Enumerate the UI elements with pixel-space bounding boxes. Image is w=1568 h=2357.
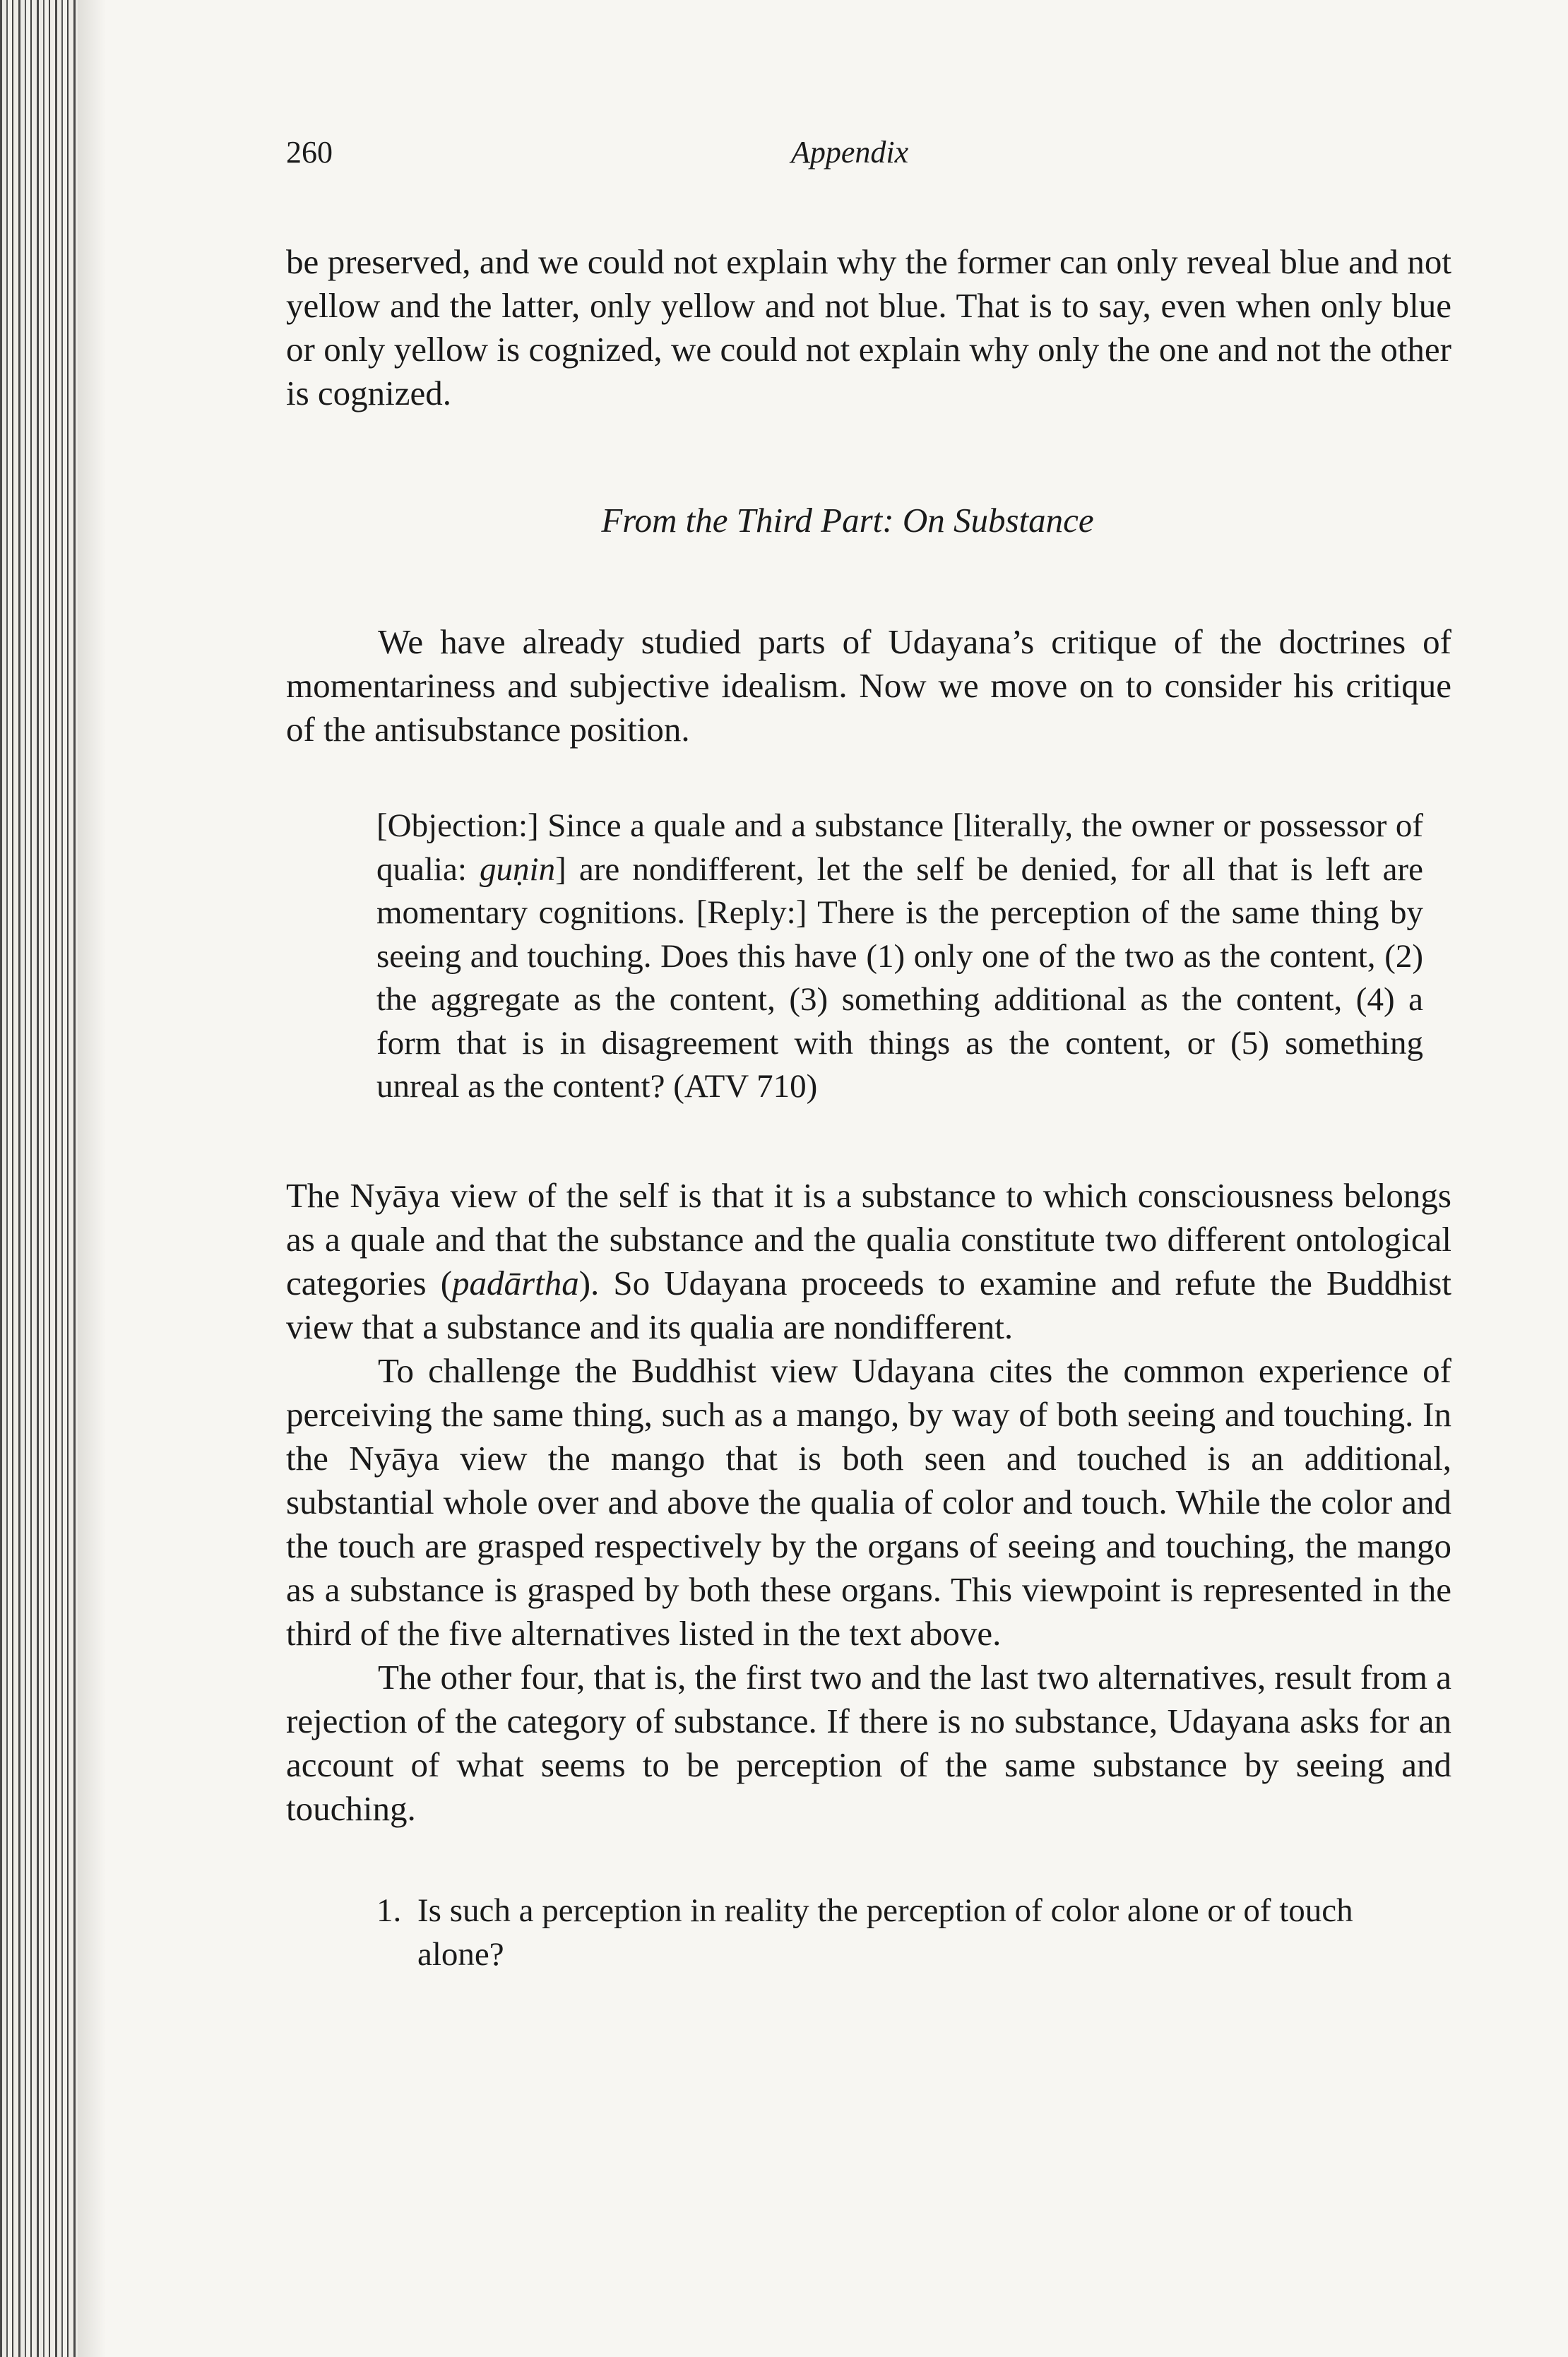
paragraph-challenge: To challenge the Buddhist view Udayana cites the common experience of perceiving the same thing, such as a mango, by way of both seeing and touching. In the Nyāya view the mango that is both seen and touched is an additional, substantial whole over and above the qualia of color and touch. While the color and the touch are grasped respectively by the organs of seeing and touching, the mango as a substance is grasped by both these organs. This viewpoint is represented in the third of the five alternatives listed in the text above. bbox=[286, 1350, 1451, 1653]
book-page bbox=[286, 134, 1451, 1976]
book-binding-edge bbox=[0, 0, 78, 2357]
block-quote bbox=[376, 805, 1423, 1109]
paragraph-other-four: The other four, that is, the first two and the last two alternatives, result from a rejection of the category of substance. If there is no substance, Udayana asks for an account of what seems to be perception of the same substance by seeing and touching. bbox=[286, 1657, 1451, 1828]
paragraph-3-part-2: ). So Udayana proceeds to examine and refute the Buddhist view that a substance and its qualia are nondifferent. bbox=[286, 1263, 1451, 1346]
page-header bbox=[286, 134, 1451, 191]
page-number: 260 bbox=[286, 135, 333, 170]
paragraph-continuation: be preserved, and we could not explain why the former can only reveal blue and not yellow and the latter, only yellow and not blue. That is to say, even when only blue or only yellow is cognized, we could not explain why only the one and not the other is cognized. bbox=[286, 242, 1451, 412]
section-heading: From the Third Part: On Substance bbox=[601, 501, 1094, 540]
quote-text-part-2: ] are nondifferent, let the self be denied, for all that is left are momentary cognitions. [Reply:] There is the perception of the same thing by seeing and touching. Does this have (1) only one of the two as the content, (2) the aggregate as the content, (3) something additional as the content, (4) a form that is in disagreement with things as the content, or (5) something unreal as the content? (ATV 710) bbox=[376, 850, 1423, 1105]
alternatives-list bbox=[376, 1889, 1409, 1976]
list-item-text: Is such a perception in reality the perception of color alone or of touch alone? bbox=[417, 1892, 1353, 1973]
quote-term-gunin: guṇin bbox=[480, 850, 556, 888]
term-padartha: padārtha bbox=[452, 1263, 579, 1302]
list-item-number: 1. bbox=[376, 1892, 402, 1929]
quote-text-part-1: [Objection:] Since a quale and a substance [literally, the owner or possessor of qualia: bbox=[376, 807, 1423, 888]
paragraph-intro: We have already studied parts of Udayana’s critique of the doctrines of momentariness and subjective idealism. Now we move on to consider his critique of the antisubstance position. bbox=[286, 622, 1451, 749]
paragraph-nyaya-view bbox=[286, 1174, 1451, 1349]
paragraph-3-part-1: The Nyāya view of the self is that it is a substance to which consciousness belongs as a quale and that the substance and the qualia constitute two different ontological categories ( bbox=[286, 1175, 1451, 1302]
binding-shadow bbox=[78, 0, 106, 2357]
running-head: Appendix bbox=[791, 135, 909, 170]
list-item bbox=[376, 1889, 1409, 1976]
